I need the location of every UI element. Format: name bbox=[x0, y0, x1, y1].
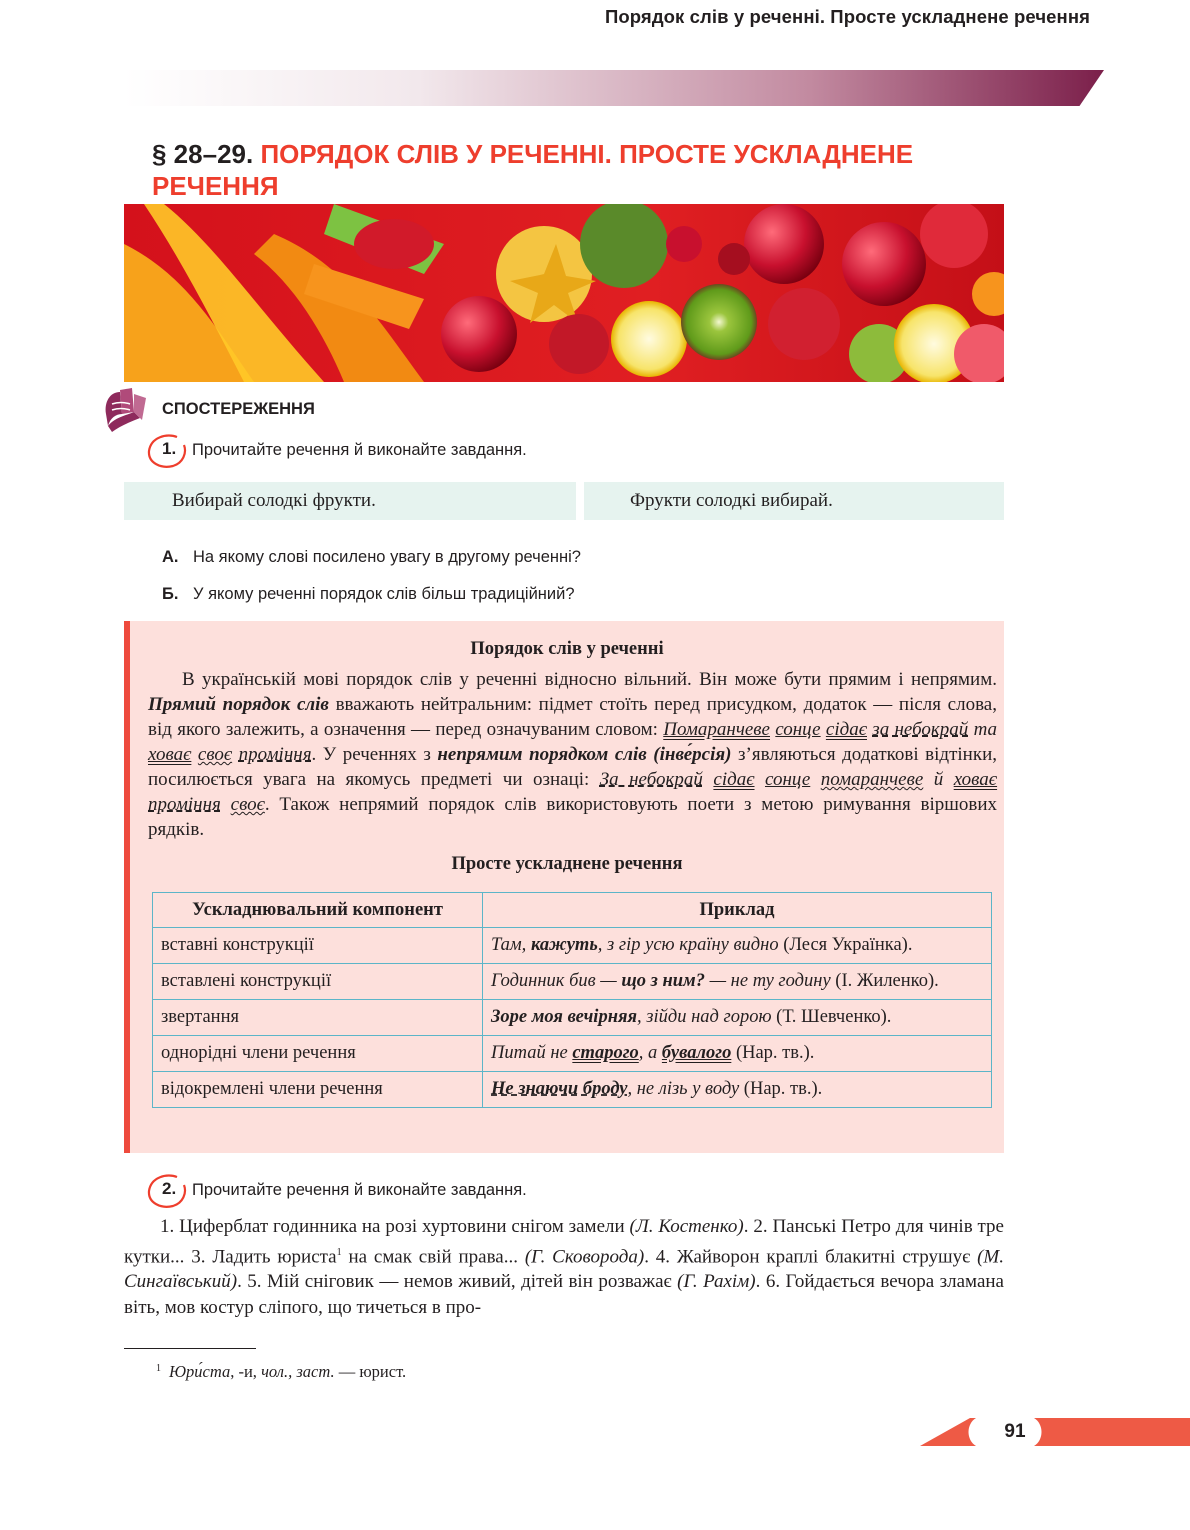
rule-text: В українській мові порядок слів у реченні відносно вільний. Він може бути прямим і непрямим. bbox=[182, 669, 997, 690]
running-header-bar bbox=[124, 70, 1104, 106]
task-1-number: 1. bbox=[162, 439, 177, 458]
table-row bbox=[153, 1072, 992, 1108]
author-attribution: (М. Сингаївський) bbox=[124, 1245, 1005, 1293]
task-2-sentences: 1. Циферблат годинника на розі хуртовини снігом замели (Л. Костенко). 2. Панські Петро для чинів тре кутки... 3. Ладить юриста$^1$ на смак свій права... (Г. Сковорода). 4. Жайворон краплі блакитні струшує (М. Сингаївський). 5. Мій сніговик — немов живий, дітей він розважає (Г. Рахім). 6. Гойдається вечора зламана віть, мов костур сліпого, що тичеться в про- bbox=[124, 1216, 1005, 1318]
sentence-left: Вибирай солодкі фрукти. bbox=[172, 490, 376, 511]
rule-heading: Порядок слів у реченні bbox=[470, 639, 664, 659]
rule-text: Також непрямий порядок слів використовують поети з метою римування віршових рядків. bbox=[148, 794, 997, 840]
footnote-term: Юри́ста bbox=[169, 1362, 231, 1381]
sentence-box-right bbox=[584, 482, 1004, 520]
author-attribution: (Г. Сковорода) bbox=[524, 1245, 645, 1267]
running-header-text: Порядок слів у реченні. Просте ускладнене речення bbox=[604, 6, 1090, 27]
footnote-divider bbox=[124, 1348, 256, 1349]
example-cell: Питай не старого, а бувалого (Нар. тв.). bbox=[483, 1036, 992, 1072]
example-inverse-order: За небокрай сідає сонце помаранчеве й ховає проміння своє bbox=[148, 769, 998, 815]
footnote-marker: 1 bbox=[336, 1246, 342, 1258]
task-2-instruction: Прочитайте речення й виконайте завдання. bbox=[192, 1181, 527, 1199]
component-cell: відокремлені члени речення bbox=[153, 1072, 483, 1108]
components-table bbox=[152, 892, 992, 1108]
footnote-mark: 1 bbox=[156, 1362, 161, 1374]
task-2-number: 2. bbox=[162, 1179, 177, 1198]
rule-box bbox=[124, 621, 1004, 1153]
complicated-heading: Просте ускладнене речення bbox=[451, 854, 683, 874]
component-cell: вставні конструкції bbox=[153, 928, 483, 964]
observations-heading: СПОСТЕРЕЖЕННЯ bbox=[162, 400, 315, 418]
table-header-row bbox=[153, 893, 992, 928]
question-b bbox=[162, 585, 575, 604]
component-cell: вставлені конструкції bbox=[153, 964, 483, 1000]
example-cell: Годинник бив — що з ним? — не ту годину (І. Жиленко). bbox=[483, 964, 992, 1000]
column-header: Приклад bbox=[483, 893, 992, 928]
component-cell: звертання bbox=[153, 1000, 483, 1036]
example-cell: Там, кажуть, з гір усю країну видно (Леся Українка). bbox=[483, 928, 992, 964]
direct-order-term: Прямий порядок слів bbox=[148, 694, 329, 715]
question-a bbox=[162, 548, 581, 567]
example-direct-order: Помаранчеве сонце сідає за небокрай та ховає своє проміння bbox=[148, 719, 998, 765]
footnote: $^1$ Юри́ста, -и, чол., заст. — юрист. bbox=[156, 1362, 407, 1381]
table-row bbox=[153, 1036, 992, 1072]
observation-book-icon bbox=[100, 384, 154, 434]
author-attribution: (Г. Рахім) bbox=[677, 1271, 756, 1293]
task-1-number-badge bbox=[147, 433, 185, 465]
rule-text: вважають нейтральним: підмет стоїть перед присудком, додаток — після слова, від якого залежить, а означення — перед означуваним словом: bbox=[148, 694, 997, 740]
section-title-text: ПОРЯДОК СЛІВ У РЕЧЕННІ. ПРОСТЕ УСКЛАДНЕНЕ РЕЧЕННЯ bbox=[152, 139, 914, 201]
sentence-box-left bbox=[124, 482, 576, 520]
author-attribution: (Л. Костенко) bbox=[629, 1216, 744, 1237]
rule-text: У реченнях з bbox=[316, 744, 438, 765]
question-text: У якому реченні порядок слів більш традиційний? bbox=[193, 585, 575, 603]
sentence-right: Фрукти солодкі вибирай. bbox=[630, 490, 833, 511]
fruit-banner-image bbox=[124, 204, 1004, 382]
question-label: Б. bbox=[162, 585, 179, 603]
question-label: А. bbox=[162, 548, 179, 566]
inverse-order-term: непрямим порядком слів (інве́рсія) bbox=[437, 744, 732, 765]
example-cell: Зоре моя вечірняя, зійди над горою (Т. Шевченко). bbox=[483, 1000, 992, 1036]
table-row bbox=[153, 964, 992, 1000]
question-text: На якому слові посилено увагу в другому реченні? bbox=[193, 548, 581, 566]
page-number: 91 bbox=[1004, 1421, 1026, 1442]
rule-paragraph: В українській мові порядок слів у реченні відносно вільний. Він може бути прямим і непрямим. Прямий порядок слів вважають нейтральним: підмет стоїть перед присудком, додаток — після слова, від якого залежить, а означення — перед означуваним словом: Помаранчеве сонце сідає за небокрай та ховає своє проміння. У реченнях з непрямим порядком слів (інве́рсія) з’являються додаткові відтінки, посилюється увага на якомусь предметі чи ознаці: За небокрай сідає сонце помаранчеве й ховає проміння своє. Також непрямий порядок слів використовують поети з метою римування віршових рядків. bbox=[148, 669, 998, 840]
table-row bbox=[153, 1000, 992, 1036]
rule-text: з’являються додаткові відтінки, посилюється увага на якомусь предметі чи ознаці: bbox=[148, 744, 997, 790]
example-cell: Не знаючи броду, не лізь у воду (Нар. тв.). bbox=[483, 1072, 992, 1108]
page-number-tab bbox=[920, 1418, 1190, 1446]
column-header: Ускладнювальний компонент bbox=[153, 893, 483, 928]
task-2-number-badge bbox=[147, 1173, 185, 1205]
section-number: § 28–29. bbox=[152, 139, 254, 169]
task-1-instruction: Прочитайте речення й виконайте завдання. bbox=[192, 441, 527, 459]
component-cell: однорідні члени речення bbox=[153, 1036, 483, 1072]
section-title bbox=[152, 138, 992, 202]
table-row bbox=[153, 928, 992, 964]
